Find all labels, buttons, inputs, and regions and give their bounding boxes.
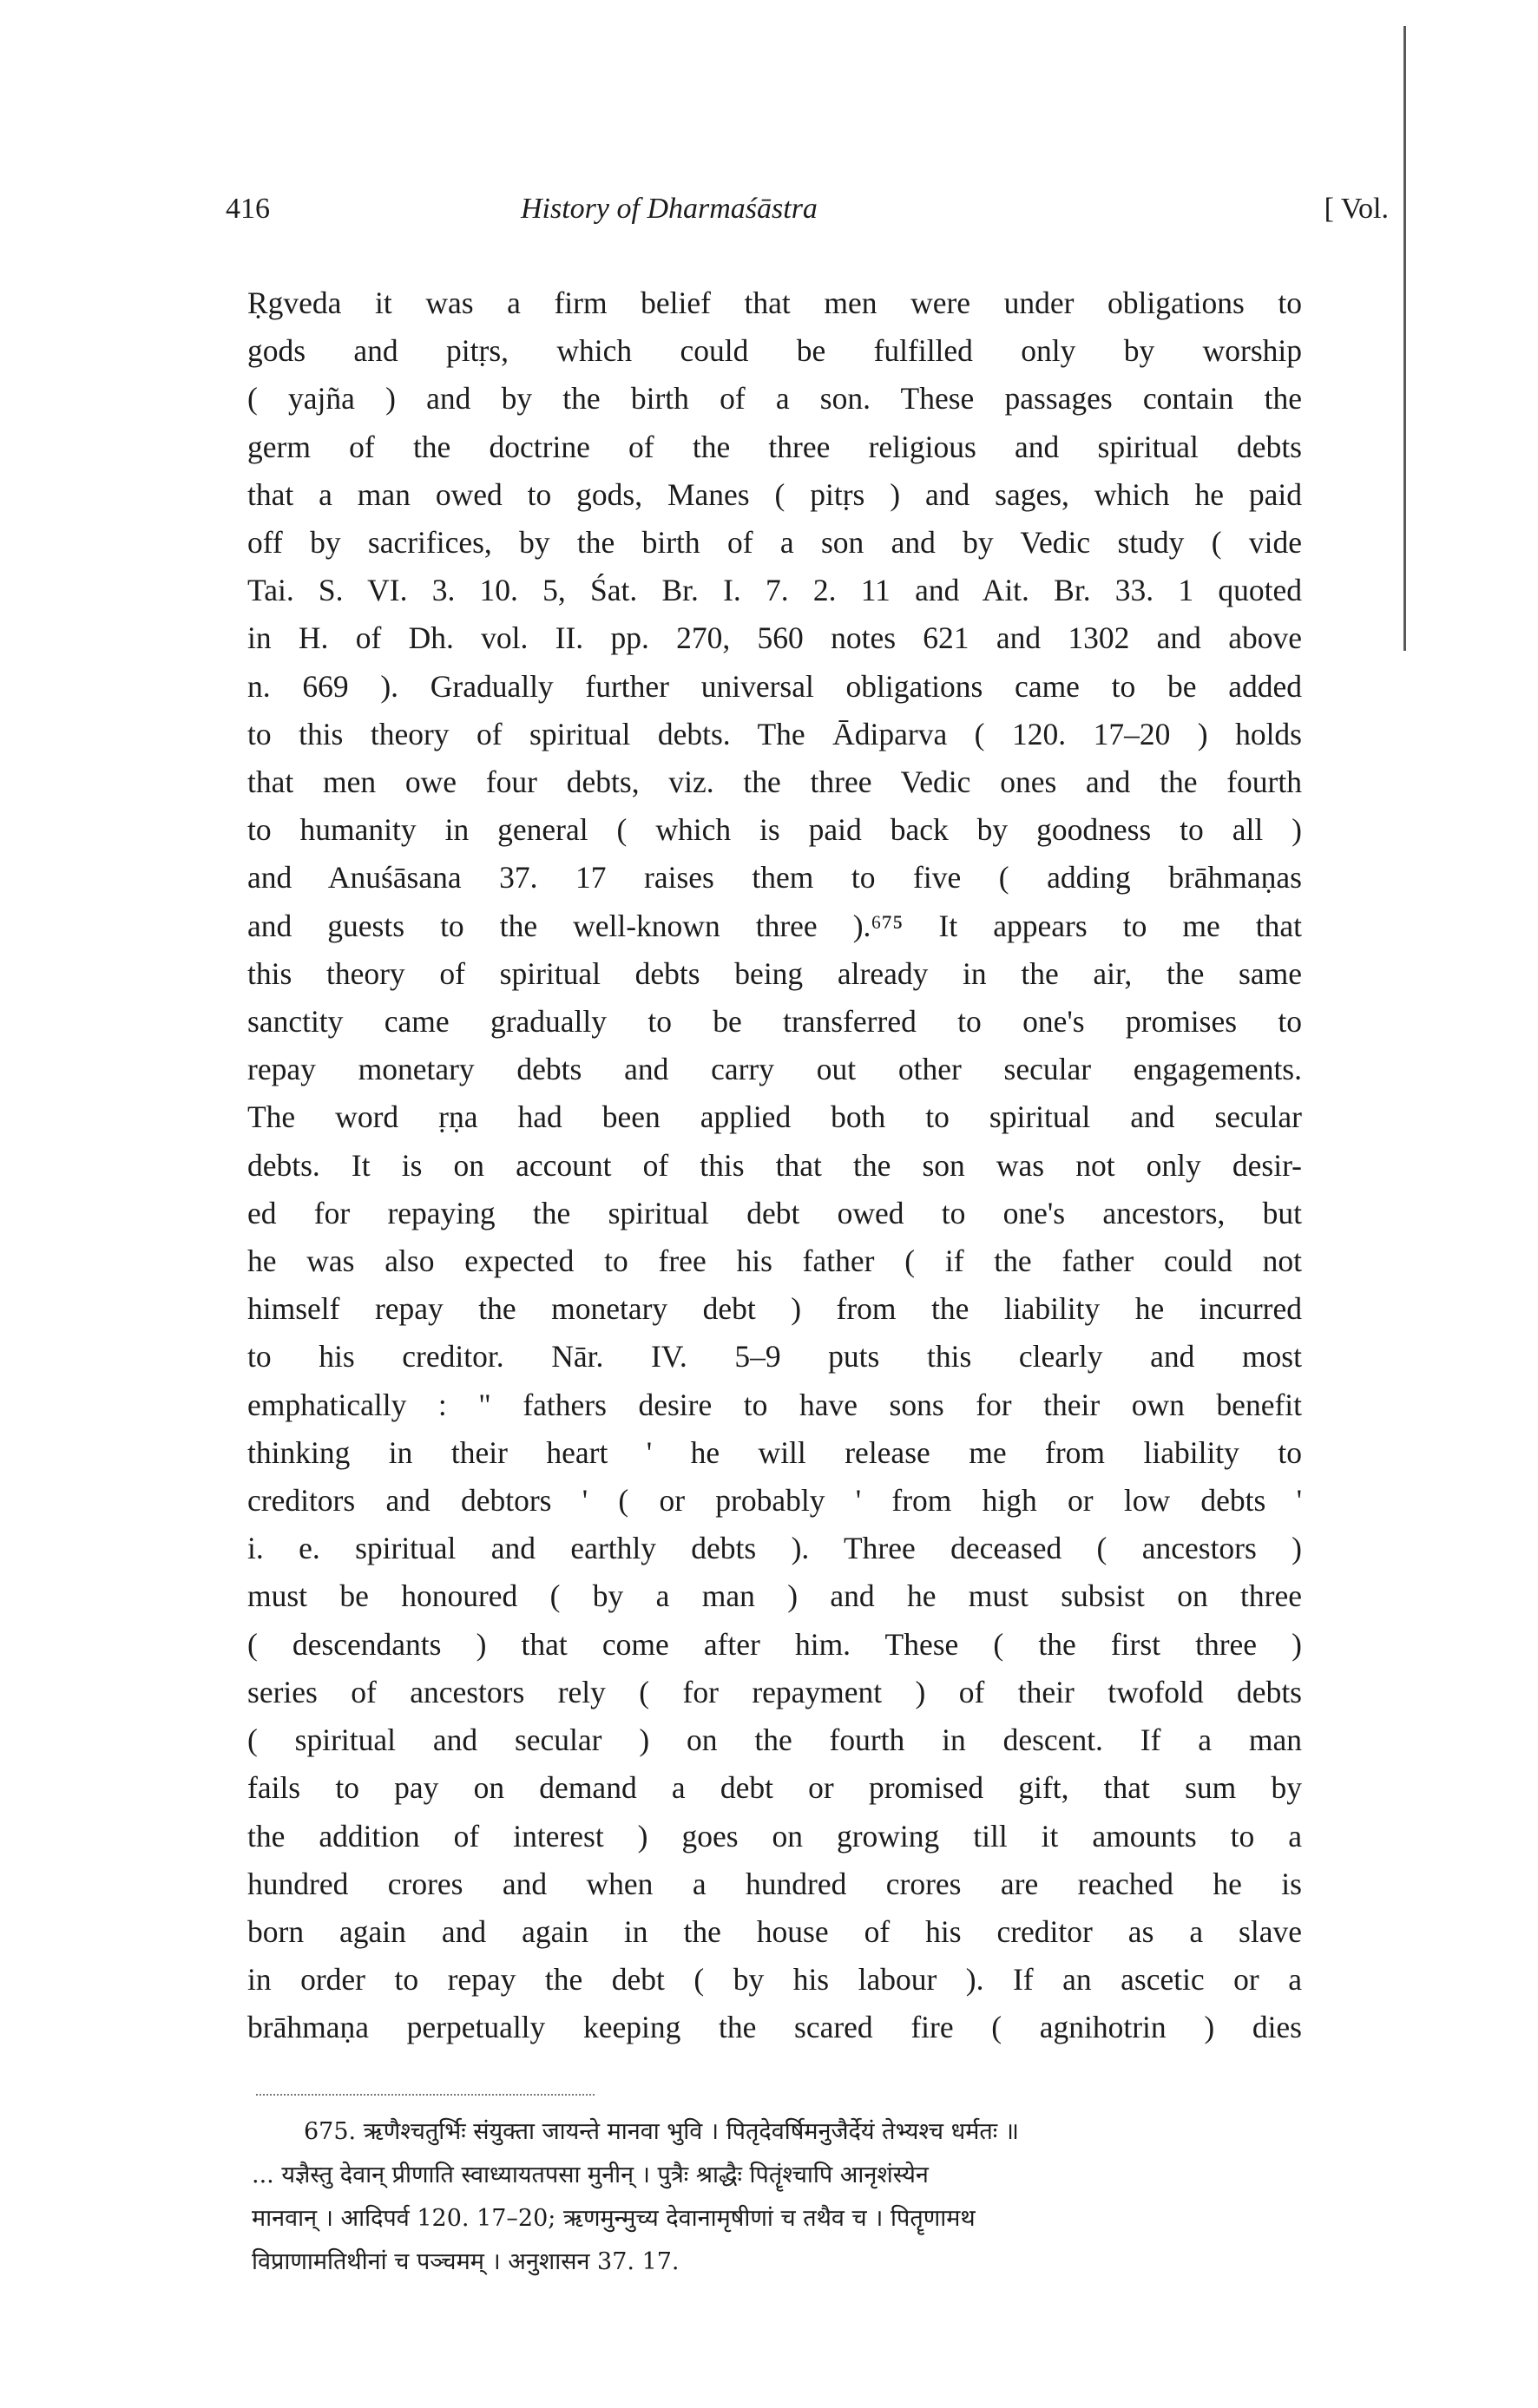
body-line: and guests to the well-known three ).⁶⁷⁵ It appears to me that: [247, 908, 1302, 943]
body-line: n. 669 ). Gradually further universal obligations came to be added: [247, 668, 1302, 704]
body-line: ( descendants ) that come after him. These ( the first three ): [247, 1626, 1302, 1662]
footnote-line: ... यज्ञैस्तु देवान् प्रीणाति स्वाध्यायतपसा मुनीन् । पुत्रैः श्राद्धैः पितॄंश्चापि आनृशंस्येन: [252, 2162, 929, 2188]
body-line: brāhmaṇa perpetually keeping the scared fire ( agnihotrin ) dies: [247, 2010, 1302, 2045]
body-line: fails to pay on demand a debt or promised gift, that sum by: [247, 1770, 1302, 1806]
page-number: 416: [226, 193, 270, 225]
footnote-line: 675. ऋणैश्चतुर्भिः संयुक्ता जायन्ते मानवा भुवि । पितृदेवर्षिमनुजैर्देयं तेभ्यश्च धर्मतः ॥: [304, 2118, 1019, 2145]
body-line: ( spiritual and secular ) on the fourth in descent. If a man: [247, 1722, 1302, 1758]
footnote-line: मानवान् । आदिपर्व 120. 17–20; ऋणमुन्मुच्य देवानामृषीणां च तथैव च । पितॄणामथ: [252, 2205, 976, 2232]
body-line: hundred crores and when a hundred crores are reached he is: [247, 1866, 1302, 1901]
body-line: creditors and debtors ' ( or probably ' from high or low debts ': [247, 1483, 1302, 1519]
body-line: germ of the doctrine of the three religious and spiritual debts: [247, 429, 1302, 464]
body-line: and Anuśāsana 37. 17 raises them to five ( adding brāhmaṇas: [247, 860, 1302, 896]
body-line: ( yajña ) and by the birth of a son. These passages contain the: [247, 381, 1302, 417]
body-line: in order to repay the debt ( by his labour ). If an ascetic or a: [247, 1962, 1302, 1998]
page-header: [226, 193, 1389, 245]
footnotes: [252, 2110, 1311, 2284]
body-line: Ṛgveda it was a firm belief that men were under obligations to: [247, 285, 1302, 320]
running-title: History of Dharmaśāstra: [521, 193, 818, 225]
body-line: must be honoured ( by a man ) and he must subsist on three: [247, 1578, 1302, 1614]
body-line: gods and pitṛs, which could be fulfilled only by worship: [247, 333, 1302, 369]
footnote-line: विप्राणामतिथीनां च पञ्चमम् । अनुशासन 37. 17.: [252, 2248, 680, 2275]
body-line: thinking in their heart ' he will release me from liability to: [247, 1434, 1302, 1470]
body-line: sanctity came gradually to be transferred to one's promises to: [247, 1004, 1302, 1040]
body-line: the addition of interest ) goes on growing till it amounts to a: [247, 1818, 1302, 1854]
volume-label: [ Vol.: [1324, 193, 1389, 225]
body-line: repay monetary debts and carry out other secular engagements.: [247, 1052, 1302, 1087]
body-line: to this theory of spiritual debts. The Ādiparva ( 120. 17–20 ) holds: [247, 716, 1302, 751]
body-line: that men owe four debts, viz. the three Vedic ones and the fourth: [247, 764, 1302, 800]
body-line: series of ancestors rely ( for repayment ) of their twofold debts: [247, 1674, 1302, 1709]
body-line: this theory of spiritual debts being already in the air, the same: [247, 955, 1302, 991]
body-line: himself repay the monetary debt ) from the liability he incurred: [247, 1291, 1302, 1327]
body-line: Tai. S. VI. 3. 10. 5, Śat. Br. I. 7. 2. 11 and Ait. Br. 33. 1 quoted: [247, 573, 1302, 608]
body-line: i. e. spiritual and earthly debts ). Three deceased ( ancestors ): [247, 1531, 1302, 1566]
body-line: he was also expected to free his father ( if the father could not: [247, 1243, 1302, 1279]
body-line: debts. It is on account of this that the son was not only desir-: [247, 1147, 1302, 1183]
scan-edge-line: [1403, 26, 1406, 651]
body-line: to humanity in general ( which is paid back by goodness to all ): [247, 812, 1302, 848]
body-line: to his creditor. Nār. IV. 5–9 puts this clearly and most: [247, 1339, 1302, 1375]
body-line: born again and again in the house of his creditor as a slave: [247, 1913, 1302, 1949]
body-line: in H. of Dh. vol. II. pp. 270, 560 notes 621 and 1302 and above: [247, 620, 1302, 656]
body-line: that a man owed to gods, Manes ( pitṛs ) and sages, which he paid: [247, 476, 1302, 512]
footnote-separator: [256, 2094, 595, 2101]
body-line: The word ṛṇa had been applied both to spiritual and secular: [247, 1099, 1302, 1135]
body-line: ed for repaying the spiritual debt owed to one's ancestors, but: [247, 1195, 1302, 1230]
body-text: [247, 279, 1302, 2052]
body-line: off by sacrifices, by the birth of a son and by Vedic study ( vide: [247, 525, 1302, 561]
body-line: emphatically : " fathers desire to have sons for their own benefit: [247, 1387, 1302, 1422]
